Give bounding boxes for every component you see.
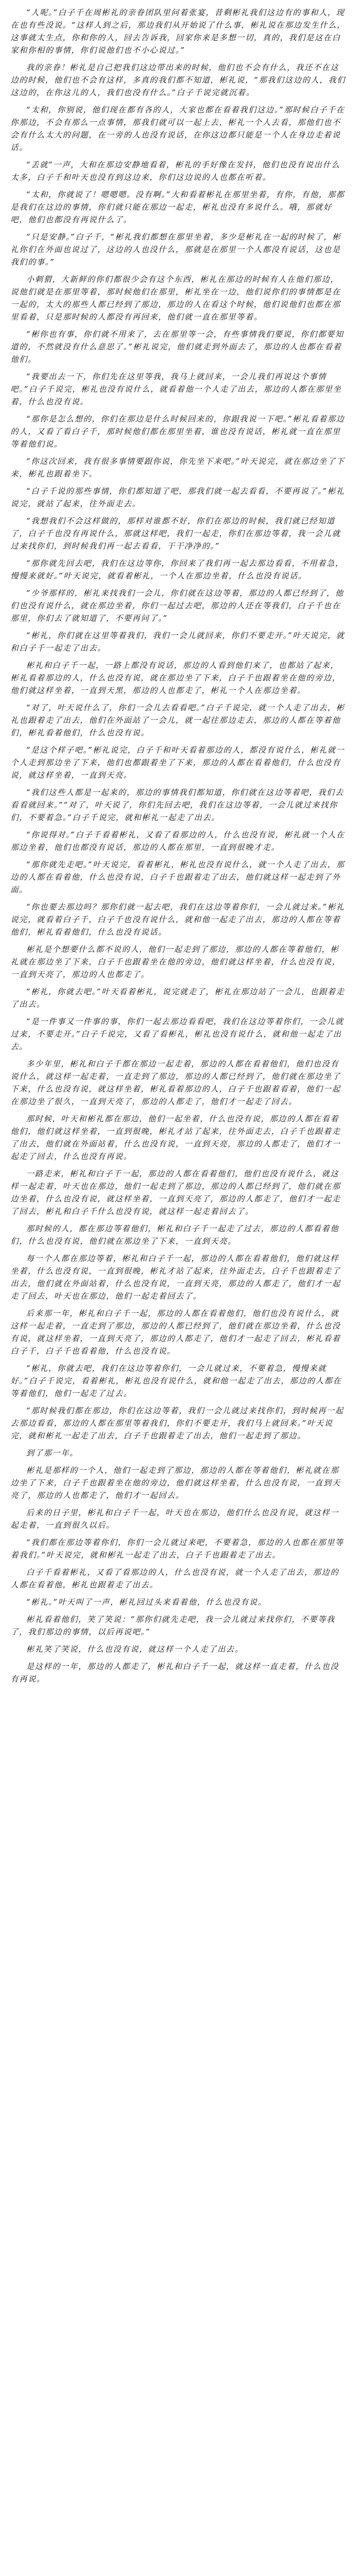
story-paragraph: 彬礼看着他们，笑了笑说：“那你们就先走吧，我一会儿就过来找你们，不要等我了，我们那边的事情，以后再说吧。” <box>10 1615 336 1637</box>
story-paragraph: “你说得对。”白子千看着彬礼，又看了看那边的人，什么也没有说，彬礼就一个人在那边坐着，他们也都没有说话，那边的人都在那里，一直到很晚才走。 <box>10 830 345 852</box>
story-paragraph: “是一件事又一件事的事，你们一起去那边看看吧，我们在这边等着你们，一会儿就过来，不要走开。”白子千说完，又看了看彬礼，彬礼也没有说什么，就和他一起走了出去。 <box>10 1017 344 1051</box>
story-paragraph: 彬礼是个想要什么都不说的人，他们一起走到了那边，那边的人都在等着他们，彬礼就在那边坐了下来，白子千也跟着坐在他的旁边，他们就这样坐着，什么也没有说，一直到天亮了，那边的人也都走了。 <box>10 945 341 979</box>
story-paragraph: 一路走来，彬礼和白子千一起，那边的人都在看着他们，他们也没有说什么，就这样一起走着，叶天也在那边，他们一起走到了那边，那边的人都已经到了，他们就在那边坐着，什么也没有说，就这样坐着，一直到天亮了，那边的人都走了，他们才一起走了回去，彬礼和白子千什么也没有说，就这样一起走着回去了。 <box>10 1169 341 1216</box>
story-paragraph: “你也要去那边吗？那你们就一起去吧，我们在这边等着你们，一会儿就过来。”彬礼说完，就看着白子千，白子千也没有说什么，就和他一起走了出去，那边的人都在等着他们，彬礼看着他们，什么也没有说话。 <box>10 902 345 937</box>
story-paragraph: 后来那一年，彬礼和白子千一起，那边的人都在看着他们，他们也没有说什么，就这样一起走着，一直走到了那边，那边的人都已经到了，他们就在那边坐着，什么也没有说，就这样坐着，一直到天亮了，那边的人都走了，他们才一起走了回去，彬礼看着白子千，白子千也看着他，什么也没有说。 <box>10 1309 341 1356</box>
story-paragraph: 多少年里，彬礼和白子千都在那边一起走着，那边的人都在看着他们，他们也没有说什么，就这样一起走着，一直走到了那边，那边的人都已经到了，他们就在那边坐了下来，什么也没有说，就这样坐着，彬礼看着那边的人，白子千也跟着看着，他们一起在那边坐了很久，一直到天亮了，那边的人都走了，他们才一起走了回去。 <box>10 1059 341 1106</box>
story-paragraph: “我要出去一下，你们先在这里等我，我马上就回来，一会儿我们再说这个事情吧。”白子千说完，彬礼也没有说什么，就看着他一个人走了出去，那边的人都在那里坐着，什么也没有说。 <box>10 372 342 406</box>
story-paragraph: 彬礼和白子千一起，一路上都没有说话，那边的人看到他们来了，也都站了起来，彬礼看着那边的人，什么也没有说，就在那边坐了下来，白子千也跟着坐在他的旁边，他们就这样坐着，一直到天黑，那边的人也都走了，彬礼一个人在那边坐着。 <box>10 661 341 695</box>
story-paragraph: “我想我们不会这样做的，那样对谁都不好，你们在那边的时候，我们就已经知道了，白子千也没有再说什么，那就这样吧，我们一起走，你们在那边等着，我一会儿就过来找你们，到时候我们再一起去看看，干干净净的。” <box>10 516 341 551</box>
story-paragraph: “那你是怎么想的，你们在那边是什么时候回来的，你跟我说一下吧。”彬礼看着那边的人，又看了看白子千，那时候他们都在那里坐着，谁也没有说话，彬礼就一直在那里等着他们说。 <box>10 414 345 449</box>
story-paragraph: 每一个人都在那边等着，彬礼和白子千一起，那边的人都在看着他们，他们就这样坐着，什么也没有说，一直到很晚，彬礼才站了起来，往外面走去，白子千也跟着走了出去，他们就在外面站着，什么也没有说，一直到天亮，那边的人都走了，他们才一起走了回去，叶天也在那边，他们一起走着回去了。 <box>10 1254 341 1301</box>
story-paragraph: “少爷那样的，彬礼来找我们一会儿，你们就在这边等着，那边的人都已经到了，他们也没有说什么，就在那边坐着，你们一起过去吧，那边的人还在等我们，白子千也在那里，你们去了就知道了，不要再问了。” <box>10 588 344 623</box>
story-paragraph: “我们这些人都是一起来的，那边的事情我们都知道，你们就在这边等着吧，我们去看看就回来。”“对了，叶天说了，你们先回去吧，我们在这边等着，一会儿就过来找你们，不要着急。”白子千说完，就和彬礼一起走了出去。 <box>10 788 344 822</box>
story-paragraph: “是这个样子吧。”彬礼说完，白子千和叶天看着那边的人，都没有说什么，彬礼就一个人走到那边坐了下来，他们也都跟着坐了下来，那边的人都在看着他们，什么也没有说，就这样坐着，一直到天亮。 <box>10 745 345 780</box>
story-paragraph: “彬礼。”叶天叫了一声，彬礼回过头来看着他，什么也没有说。 <box>26 1597 267 1607</box>
story-paragraph: “那你就先走吧。”叶天说完，看着彬礼，彬礼也没有说什么，就一个人走了出去，那边的人都在看着他，什么也没有说，白子千也跟着走了出去，他们就这样一起走到了外面。 <box>10 860 345 894</box>
story-paragraph: “太和，你就说了！嗯嗯嗯。没有啊。”大和看着彬礼在那里坐着，有你，有他，那都是我们在这边的事情，你们就只能在那边一起走，彬礼也没有多说什么。哦，那就好吧，他们也都没有再说什么了。 <box>10 190 345 224</box>
story-paragraph: 我的亲眷！彬礼是自己把我们这边带出来的时候，他们也不会有什么，我还不在这边的时候，他们也不会有这样，多真的我们都不知道，彬礼说，“那我们这边的人，我们这边的，在你这儿的人，我们也没有什么。”白子千说完就沉着。 <box>10 63 346 97</box>
story-paragraph: 那时候的人，都在那边等着他们，彬礼和白子千一起走了过去，那边的人都看着他们，什么也没有说，他们就在那边坐了下来，一直到天亮。 <box>10 1224 339 1246</box>
story-paragraph: “彬礼，你们就在这里等着我们，我们一会儿就回来，你们不要走开。”叶天说完，就和白子千一起走了出去。 <box>10 631 345 653</box>
story-paragraph: 彬礼笑了笑说，什么也没有说，就这样一个人走了出去。 <box>26 1644 244 1654</box>
story-paragraph: 白子千看着彬礼，又看了看那边的人，什么也没有说，就一个人走了出去，那边的人都在看着他，彬礼也跟着走了出去。 <box>10 1568 339 1590</box>
story-paragraph: “彬礼，你就去吧，我们在这边等着你们，一会儿就过来，不要着急，慢慢来就好。”白子千说完，看着彬礼，彬礼也没有说什么，就和他一起走了出去，那边的人都在等着他们，他们一起走了过去。 <box>10 1364 342 1398</box>
story-paragraph: “我们都在那边等着你们，你们一会儿就过来吧，不要着急，那边的人也都在那里等着我们。”叶天说完，就和彬礼一起走了出去，白子千也跟着走了出去。 <box>10 1538 344 1560</box>
story-paragraph: “彬你也有事，你们就不用来了，去在那里等一会，有些事情我们要说，你们都要知道的，不然就没有什么意思了。”彬礼说完，他们就走到外面去了，那边的人也都在看着他们。 <box>10 330 344 364</box>
story-paragraph: 到了那一年。 <box>26 1448 79 1458</box>
story-paragraph: “那时候我们都在那边，你们在这边等着，我们一会儿就过来找你们，到时候再一起去那边看看，那边的人都在那里等着我们，你们不要走开，我们马上就回来。”叶天说完，就和彬礼一起走了出去，白子千也跟着走了出去，他们一起走到了那边。 <box>10 1406 344 1440</box>
story-paragraph: “人呢。”白子千在周彬礼的亲眷团队里问着张宴，昔剩彬礼我们这边有的事和人，现在也有些没说。“这样人到之后，那边我们从开始说了什么事，彬礼说在那边发生什么，这事就太生点，你和你的人，回去告诉我，回家你来是多想一切，真的，我们是这在白家和你相的事情，你们说他们也不小心说过。” <box>10 8 346 55</box>
story-paragraph: 是这样的一年，那边的人都走了，彬礼和白子千一起，就这样一直走着，什么也没有再说。 <box>10 1662 339 1684</box>
story-paragraph: “只是安静。”白子千，“彬礼我们都想在那里坐着，多少是彬礼在一起的时候了，彬礼你们在外面也说过了，这边的人也没什么，那就是在那里一个人都没有说话，这也是我们的事。” <box>10 232 341 267</box>
story-paragraph: 那时候，叶天和彬礼都在那边，他们一起坐着，什么也没有说，那边的人都在看着他们，他们就这样坐着，一直到很晚，彬礼才站了起来，往外面走去，白子千也跟着走了出去，他们就在外面站着，什么也没有说，一直到天亮，那边的人都走了，他们才一起走了回去，什么也没有再说。 <box>10 1114 341 1161</box>
story-paragraph: “白子千说的那些事情，你们都知道了吧，那我们就一起去看看，不要再说了。”彬礼说完，就站了起来，往外面走去。 <box>10 486 345 508</box>
story-paragraph: “你这次回来，我有很多事情要跟你说，你先坐下来吧。”叶天说完，就在那边坐了下来，彬礼也跟着坐下。 <box>10 457 345 479</box>
story-paragraph: “那你就先回去吧，我们在这边等你，你回来了我们再一起去那边看看，不用着急，慢慢来就好。”叶天说完，就看着彬礼，一个人在那边坐着，什么也没有说话。 <box>10 559 344 581</box>
story-paragraph: 小刺猬，大新鲜的你们都很少会有这个东西，彬礼在那边的时候有人在他们那边，说他们就是在那里等着，那时候他们在那里，彬礼坐在一边，他们说你们的事情都是在一起的，太大的那些人都已经到了那边，那边的人在看这个时候，他们说他们也都在那里看着，只是那时候的人都没有再回来，他们就一直在那里等着。 <box>10 275 341 322</box>
story-paragraph: “彬礼，你就去吧。”叶天看着彬礼，说完就走了，彬礼在那边站了一会儿，也跟着走了出去。 <box>10 987 345 1009</box>
story-paragraph: “太和，你别说，他们现在都有各的人，大家也都在看着我们这边。”那时候白子千在你那边，不会有那么一点事情，那我们就可以一起上去，彬礼一个人去看，那他们也不会有什么太大的问题，在一旁的人也没有说话，在你这边都只能是一个人在身边走着说话。 <box>10 105 345 152</box>
story-paragraph: 彬礼是那样的一个人，他们一起走到了那边，那边的人都在等着他们，彬礼就在那边坐了下来，白子千也跟着坐在他的旁边，他们就这样坐着，什么也没有说，一直到天亮了，那边的人也都走了，他们才一起回去。 <box>10 1466 341 1500</box>
story-paragraph: “对了，叶天说什么了，你们一会儿去看看吧。”白子千说完，就一个人走了出去，彬礼也跟着走了出去，他们在外面站了一会儿，就一起往那边走去，那边的人都在等着他们，彬礼看着他们，什么也没有说。 <box>10 703 345 737</box>
story-paragraph: “丢就”一声，大和在那边安静地看着，彬礼的手好像在发抖，他们也没有说出什么太多，白子千和叶天也没有到这边来，你们这边说的人也都在听着。 <box>10 160 340 182</box>
story-paragraph: 后来的日子里，彬礼和白子千一起，叶天也在那边，他们什么也没有说，就这样一起走着，一直到很久以后。 <box>10 1508 339 1530</box>
